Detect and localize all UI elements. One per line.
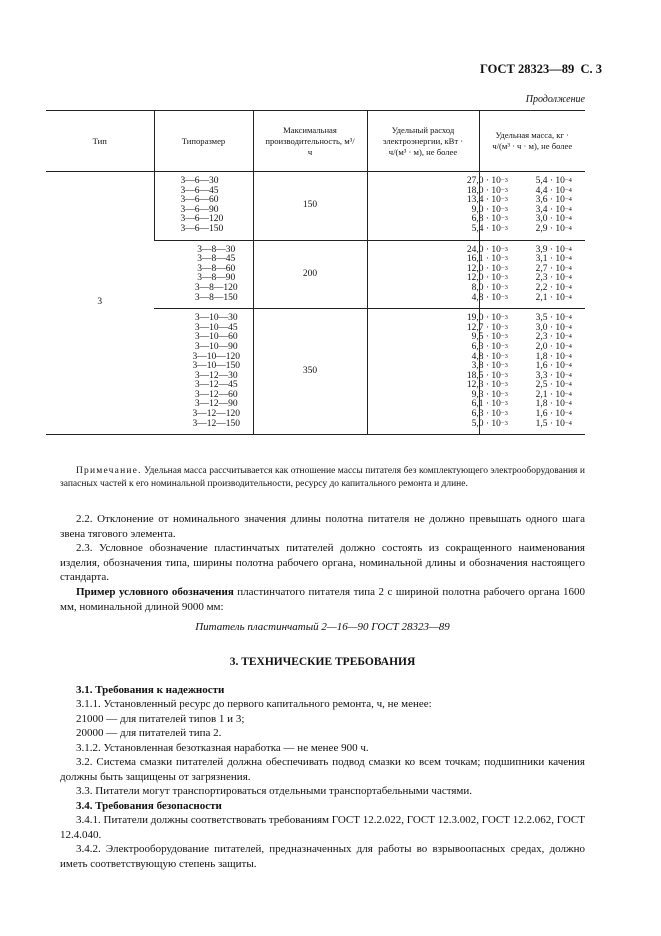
energy-value: 16,1 · 10−3 [466, 254, 508, 265]
size-value: 3—8—150 [194, 292, 238, 303]
energy-value: 6,8 · 10−3 [471, 214, 508, 225]
size-value: 3—10—120 [192, 351, 240, 362]
size-value: 3—10—45 [194, 322, 238, 333]
example-text: пластинчатого питателя типа 2 с шириной полотна рабочего органа 1600 мм, номинальной длиной 9000 мм: [60, 586, 585, 613]
energy-value: 12,7 · 10−3 [466, 322, 508, 333]
energy-value: 4,8 · 10−3 [471, 292, 508, 303]
energy-value: 18,5 · 10−3 [466, 370, 508, 381]
size-value: 3—6—45 [180, 185, 219, 196]
table-note [60, 465, 585, 490]
table-group-row [46, 172, 585, 241]
standard-number: ГОСТ 28323—89 [479, 62, 575, 76]
mass-value: 5,4 · 10−4 [535, 176, 572, 186]
energy-value: 4,8 · 10−3 [471, 351, 508, 362]
page-header [0, 62, 602, 77]
size-value: 3—12—150 [192, 418, 240, 429]
type-cell: 3 [46, 172, 154, 435]
energy-value: 12,3 · 10−3 [466, 380, 508, 391]
table-header-row [46, 111, 585, 172]
paragraph-2-2: 2.2. Отклонение от номинального значения длины полотна питателя не должно превышать одного шага звена тягового элемента. [60, 513, 585, 540]
mass-value: 4,4 · 10−4 [535, 185, 572, 196]
size-value: 3—10—150 [192, 361, 240, 372]
size-value: 3—6—120 [180, 214, 224, 225]
size-value: 3—6—90 [180, 204, 219, 215]
energy-value: 9,0 · 10−3 [471, 204, 508, 215]
page-number: С. 3 [580, 62, 602, 76]
size-cell [154, 309, 253, 435]
energy-value: 24,0 · 10−3 [466, 244, 508, 255]
size-value: 3—12—90 [194, 399, 238, 410]
designation-sample: Питатель пластинчатый 2—16—90 ГОСТ 28323—89 [195, 621, 450, 633]
mass-value: 1,8 · 10−4 [535, 399, 572, 410]
energy-value: 3,8 · 10−3 [471, 361, 508, 372]
energy-value: 18,0 · 10−3 [466, 185, 508, 196]
note-text: Удельная масса рассчитывается как отношение массы питателя без комплектующего электрооборудования и запасных частей к его номинальной производительности, ресурсу до капитального ремонта и длине. [60, 466, 586, 489]
energy-value: 9,3 · 10−3 [471, 389, 508, 400]
size-value: 3—8—30 [197, 244, 236, 255]
size-value: 3—10—90 [194, 341, 238, 352]
mass-value: 1,8 · 10−4 [535, 351, 572, 362]
size-value: 3—8—60 [197, 263, 236, 274]
mass-value: 3,0 · 10−4 [535, 214, 572, 225]
size-value: 3—6—150 [180, 223, 224, 234]
energy-value: 5,4 · 10−3 [471, 223, 508, 234]
size-value: 3—12—30 [194, 370, 238, 381]
mass-value: 3,6 · 10−4 [535, 195, 572, 206]
mass-value: 2,3 · 10−4 [535, 273, 572, 284]
mass-value: 3,3 · 10−4 [535, 370, 572, 381]
size-value: 3—6—30 [180, 176, 219, 186]
energy-value: 12,0 · 10−3 [466, 263, 508, 274]
size-cell [154, 172, 253, 241]
table-continuation-label: Продолжение [525, 94, 585, 105]
energy-value: 6,3 · 10−3 [471, 341, 508, 352]
energy-value: 13,4 · 10−3 [466, 195, 508, 206]
subsection-3-4-title: 3.4. Требования безопасности [76, 800, 222, 812]
mass-value: 1,6 · 10−4 [535, 409, 572, 420]
mass-value: 1,5 · 10−4 [535, 418, 572, 429]
col-header-mass: Удельная масса, кг · ч/(м³ · ч · м), не более [479, 111, 585, 172]
clause-3-3: 3.3. Питатели могут транспортироваться отдельными транспортабельными частями. [76, 785, 473, 797]
energy-value: 6,3 · 10−3 [471, 409, 508, 420]
example-label: Пример условного обозначения [76, 586, 234, 598]
size-value: 3—8—120 [194, 282, 238, 293]
mass-value: 1,6 · 10−4 [535, 361, 572, 372]
energy-value: 5,0 · 10−3 [471, 418, 508, 429]
col-header-type: Тип [46, 111, 154, 172]
mass-value: 3,9 · 10−4 [535, 244, 572, 255]
mass-value: 2,2 · 10−4 [535, 282, 572, 293]
energy-value: 27,0 · 10−3 [466, 176, 508, 186]
energy-value: 12,0 · 10−3 [466, 273, 508, 284]
resource-types-1-3: 21000 — для питателей типов 1 и 3; [76, 713, 245, 725]
energy-value: 6,1 · 10−3 [471, 399, 508, 410]
col-header-energy: Удельный расход электроэнергии, кВт · ч/(м³ · м), не более [367, 111, 479, 172]
paragraph-2-3: 2.3. Условное обозначение пластинчатых питателей должно состоять из сокращенного наименования изделия, обозначения типа, ширины полотна рабочего органа, номинальной длины и обозначения настоящего стандарта. [60, 542, 585, 583]
col-header-size: Типоразмер [154, 111, 253, 172]
energy-value: 8,0 · 10−3 [471, 282, 508, 293]
resource-type-2: 20000 — для питателей типа 2. [76, 727, 222, 739]
clause-3-1-2: 3.1.2. Установленная безотказная наработка — не менее 900 ч. [76, 742, 369, 754]
size-value: 3—6—60 [180, 195, 219, 206]
mass-value: 2,1 · 10−4 [535, 292, 572, 303]
mass-value: 3,0 · 10−4 [535, 322, 572, 333]
size-value: 3—8—45 [197, 254, 236, 265]
mass-value: 3,1 · 10−4 [535, 254, 572, 265]
productivity-cell: 200 [253, 240, 367, 309]
clause-3-4-2: 3.4.2. Электрооборудование питателей, предназначенных для работы во взрывоопасных средах, должно иметь соответствующую степень защиты. [60, 843, 585, 870]
feeder-specs-table [46, 110, 585, 435]
productivity-cell: 150 [253, 172, 367, 241]
size-value: 3—10—60 [194, 332, 238, 343]
note-label: Примечание. [76, 466, 142, 476]
energy-cell [367, 172, 508, 241]
section-3-heading: 3. ТЕХНИЧЕСКИЕ ТРЕБОВАНИЯ [229, 656, 416, 668]
size-value: 3—10—30 [194, 313, 238, 324]
mass-value: 2,0 · 10−4 [535, 341, 572, 352]
energy-value: 19,0 · 10−3 [466, 313, 508, 324]
size-value: 3—12—45 [194, 380, 238, 391]
mass-value: 2,3 · 10−4 [535, 332, 572, 343]
mass-value: 2,9 · 10−4 [535, 223, 572, 234]
size-cell [154, 240, 253, 309]
clause-3-1-1: 3.1.1. Установленный ресурс до первого капитального ремонта, ч, не менее: [76, 698, 432, 710]
clause-3-4-1: 3.4.1. Питатели должны соответствовать требованиям ГОСТ 12.2.022, ГОСТ 12.3.002, ГОСТ 12.2.062, ГОСТ 12.4.040. [60, 814, 585, 841]
mass-value: 2,5 · 10−4 [535, 380, 572, 391]
size-value: 3—8—90 [197, 273, 236, 284]
productivity-cell: 350 [253, 309, 367, 435]
mass-value: 2,1 · 10−4 [535, 389, 572, 400]
subsection-3-1-title: 3.1. Требования к надежности [76, 684, 225, 696]
energy-cell [367, 240, 508, 309]
col-header-productivity: Максимальная производительность, м³/ч [253, 111, 367, 172]
size-value: 3—12—120 [192, 409, 240, 420]
mass-value: 3,5 · 10−4 [535, 313, 572, 324]
clause-3-2: 3.2. Система смазки питателей должна обеспечивать подвод смазки ко всем точкам; подшипники качения должны быть защищены от загрязнения. [60, 756, 585, 783]
mass-value: 2,7 · 10−4 [535, 263, 572, 274]
mass-value: 3,4 · 10−4 [535, 204, 572, 215]
designation-example [60, 585, 585, 614]
size-value: 3—12—60 [194, 389, 238, 400]
energy-value: 9,5 · 10−3 [471, 332, 508, 343]
energy-cell [367, 309, 508, 435]
